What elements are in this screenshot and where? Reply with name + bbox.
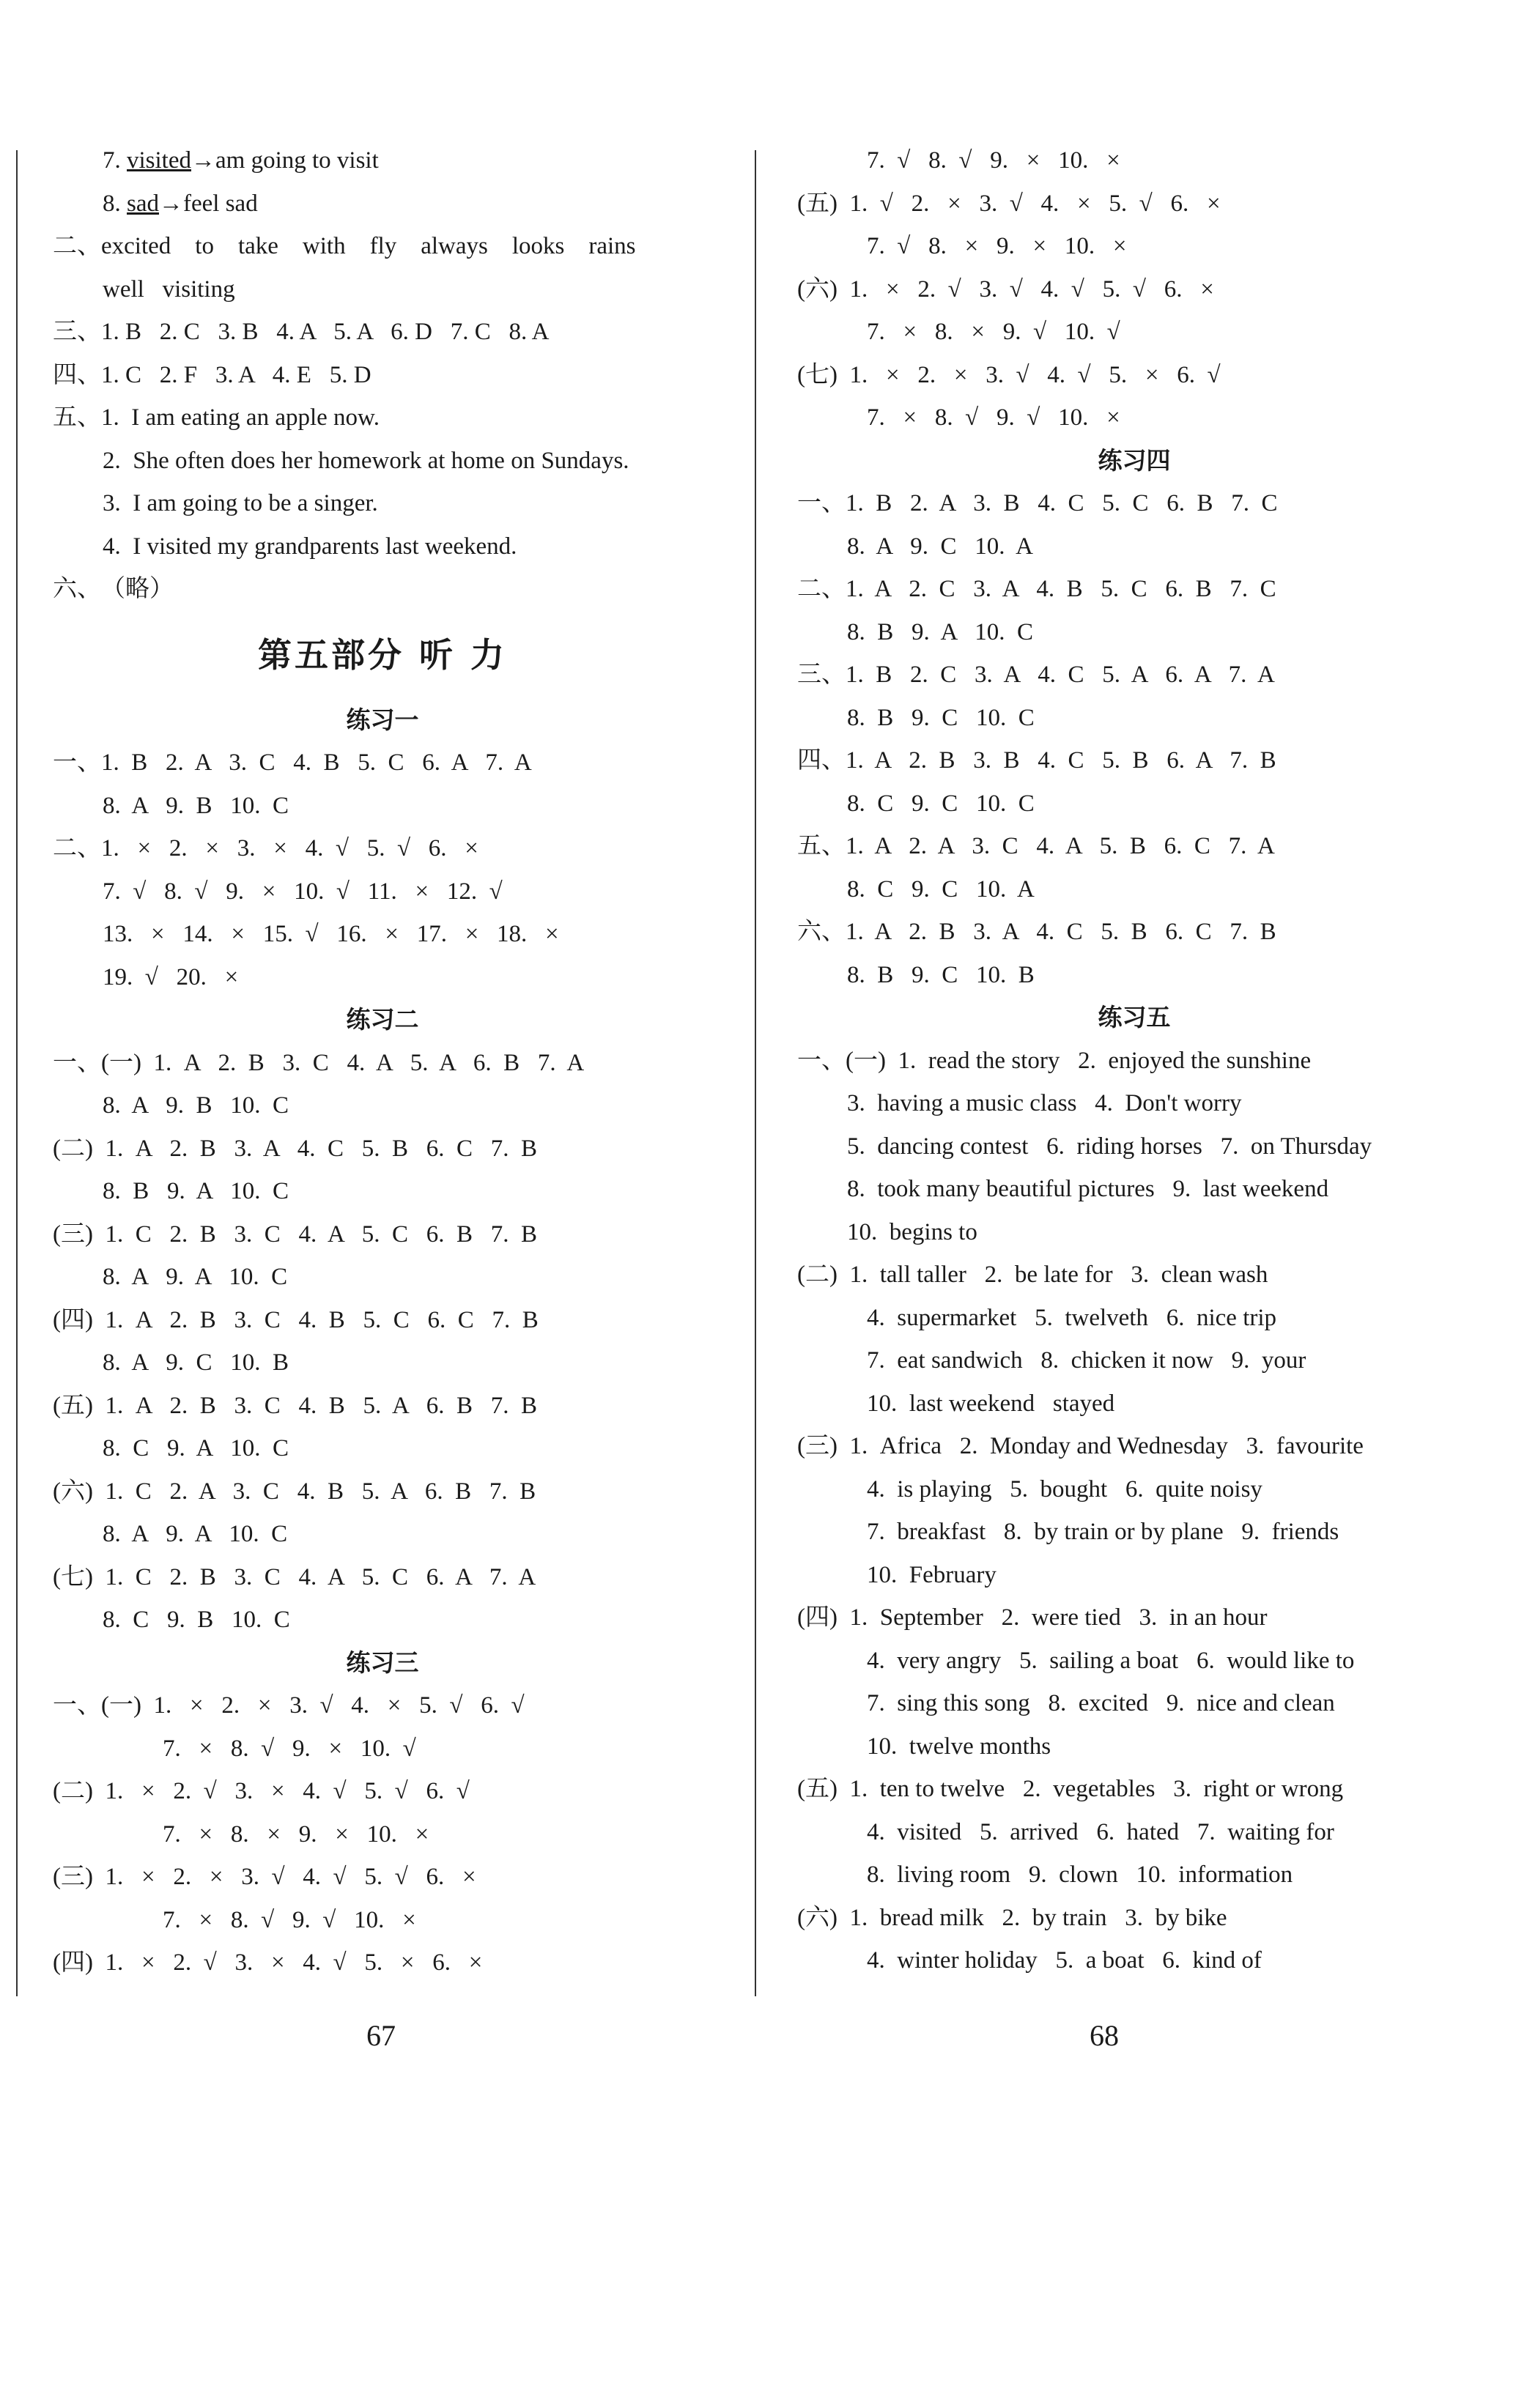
answer-text: 10. begins to bbox=[847, 1218, 977, 1245]
answer-line bbox=[797, 825, 1471, 868]
answer-text: 3. I am going to be a singer. bbox=[103, 490, 378, 516]
answer-line bbox=[53, 268, 712, 311]
exercise-title-4: 练习四 bbox=[1098, 445, 1171, 475]
answer-text: 7. breakfast 8. by train or by plane 9. friends bbox=[867, 1519, 1339, 1545]
answer-text: 8. A 9. B 10. C bbox=[103, 1092, 289, 1119]
answer-line bbox=[797, 653, 1471, 697]
exercise-1-answers bbox=[53, 741, 712, 999]
answer-text: 4. supermarket 5. twelveth 6. nice trip bbox=[867, 1304, 1277, 1331]
answer-line bbox=[797, 1811, 1471, 1854]
answer-text: 7. √ 8. √ 9. × 10. √ 11. × 12. √ bbox=[103, 878, 503, 905]
question-label: 三、 bbox=[797, 662, 846, 688]
answer-line bbox=[797, 396, 1471, 440]
answer-line bbox=[797, 268, 1471, 311]
answer-text: 8. C 9. B 10. C bbox=[103, 1607, 290, 1633]
answer-text: 8. bbox=[103, 190, 127, 217]
answer-text: (五) 1. A 2. B 3. C 4. B 5. A 6. B 7. B bbox=[53, 1392, 537, 1419]
answer-line bbox=[797, 225, 1471, 268]
answer-text: 8. A 9. C 10. A bbox=[847, 533, 1033, 560]
answer-text: 7. × 8. √ 9. √ 10. × bbox=[163, 1906, 416, 1933]
answer-line bbox=[797, 1897, 1471, 1940]
answer-text: 7. √ 8. √ 9. × 10. × bbox=[867, 147, 1120, 174]
answer-text: 8. living room 9. clown 10. information bbox=[867, 1861, 1293, 1888]
answer-text: visited bbox=[127, 147, 191, 174]
answer-line bbox=[797, 1511, 1471, 1554]
answer-line bbox=[797, 354, 1471, 397]
answer-line bbox=[797, 1725, 1471, 1768]
answer-text: 10. twelve months bbox=[867, 1733, 1051, 1760]
left-top-answers bbox=[53, 139, 712, 611]
answer-line bbox=[797, 525, 1471, 568]
answer-line bbox=[797, 1640, 1471, 1683]
answer-line bbox=[53, 1385, 712, 1428]
question-label: 二、 bbox=[53, 233, 101, 259]
answer-text: 8. C 9. A 10. C bbox=[103, 1435, 289, 1462]
question-label: 一、 bbox=[53, 749, 101, 776]
question-label: 五、 bbox=[797, 833, 846, 859]
answer-text: 8. A 9. C 10. B bbox=[103, 1349, 289, 1376]
answer-line bbox=[797, 1339, 1471, 1382]
answer-text: (四) 1. September 2. were tied 3. in an hour bbox=[797, 1604, 1268, 1631]
question-label: 一、 bbox=[53, 1049, 101, 1076]
right-top-answers bbox=[797, 139, 1471, 440]
answer-line bbox=[53, 1556, 712, 1599]
answer-text: 4. I visited my grandparents last weekend. bbox=[103, 533, 517, 560]
question-label: 三、 bbox=[53, 319, 101, 345]
answer-line bbox=[53, 785, 712, 828]
answer-line bbox=[797, 1853, 1471, 1897]
answer-line bbox=[797, 1682, 1471, 1725]
right-column bbox=[797, 139, 1471, 1982]
answer-line bbox=[797, 1168, 1471, 1211]
answer-line bbox=[53, 225, 712, 268]
answer-text: 8. B 9. A 10. C bbox=[847, 618, 1033, 645]
answer-text: 1. B 2. A 3. B 4. C 5. C 6. B 7. C bbox=[846, 490, 1278, 516]
answer-line bbox=[53, 440, 712, 483]
answer-text: 8. took many beautiful pictures 9. last weekend bbox=[847, 1176, 1329, 1202]
answer-line bbox=[53, 1941, 712, 1985]
answer-text: (四) 1. × 2. √ 3. × 4. √ 5. × 6. × bbox=[53, 1949, 483, 1976]
answer-text: 1. A 2. C 3. A 4. B 5. C 6. B 7. C bbox=[846, 576, 1276, 602]
answer-line bbox=[53, 1042, 712, 1085]
answer-line bbox=[797, 911, 1471, 954]
answer-text: 7. × 8. √ 9. × 10. √ bbox=[163, 1735, 416, 1762]
answer-text: 8. C 9. C 10. A bbox=[847, 875, 1035, 903]
answer-line bbox=[797, 1125, 1471, 1168]
answer-text: 7. × 8. √ 9. √ 10. × bbox=[867, 404, 1120, 431]
answer-text: 1. × 2. × 3. × 4. √ 5. √ 6. × bbox=[101, 835, 478, 862]
answer-text: (五) 1. ten to twelve 2. vegetables 3. right or wrong bbox=[797, 1776, 1344, 1802]
answer-text: 7. × 8. × 9. √ 10. √ bbox=[867, 319, 1120, 345]
question-label: 一、 bbox=[797, 490, 846, 516]
answer-text: (一) 1. × 2. × 3. √ 4. × 5. √ 6. √ bbox=[101, 1692, 525, 1719]
question-label: 二、 bbox=[53, 835, 101, 862]
answer-line bbox=[53, 1470, 712, 1514]
answer-text: 19. √ 20. × bbox=[103, 963, 239, 990]
answer-text: 8. B 9. A 10. C bbox=[103, 1178, 289, 1204]
answer-text: (二) 1. A 2. B 3. A 4. C 5. B 6. C 7. B bbox=[53, 1135, 537, 1162]
answer-line bbox=[797, 182, 1471, 226]
answer-text: 3. having a music class 4. Don't worry bbox=[847, 1090, 1242, 1116]
answer-text: (六) 1. × 2. √ 3. √ 4. √ 5. √ 6. × bbox=[797, 275, 1214, 303]
answer-text: sad bbox=[127, 190, 159, 217]
answer-text: 8. B 9. C 10. C bbox=[847, 704, 1035, 731]
answer-text: 1. B 2. C 3. A 4. C 5. A 6. A 7. A bbox=[846, 662, 1275, 688]
answer-text: 7. √ 8. × 9. × 10. × bbox=[867, 233, 1127, 259]
answer-text: →am going to visit bbox=[191, 147, 379, 174]
answer-text: 7. sing this song 8. excited 9. nice and clean bbox=[867, 1690, 1335, 1716]
answer-text: 8. A 9. A 10. C bbox=[103, 1264, 288, 1290]
answer-text: 1. B 2. C 3. B 4. A 5. A 6. D 7. C 8. A bbox=[101, 319, 550, 345]
answer-text: 13. × 14. × 15. √ 16. × 17. × 18. × bbox=[103, 921, 559, 947]
answer-line bbox=[53, 182, 712, 226]
answer-text: 4. winter holiday 5. a boat 6. kind of bbox=[867, 1947, 1262, 1974]
question-label: 四、 bbox=[53, 361, 101, 388]
answer-text: 7. × 8. × 9. × 10. × bbox=[163, 1820, 429, 1848]
exercise-title-5: 练习五 bbox=[1098, 1003, 1171, 1031]
answer-line bbox=[797, 482, 1471, 525]
answer-line bbox=[797, 1382, 1471, 1426]
answer-line bbox=[53, 1127, 712, 1171]
answer-line bbox=[53, 741, 712, 785]
answer-text: 4. visited 5. arrived 6. hated 7. waiting for bbox=[867, 1818, 1334, 1845]
answer-text: (一) 1. read the story 2. enjoyed the sunshine bbox=[846, 1047, 1312, 1074]
answer-line bbox=[797, 1939, 1471, 1982]
answer-line bbox=[797, 1596, 1471, 1640]
exercise-3-answers bbox=[53, 1684, 712, 1985]
answer-line bbox=[797, 1297, 1471, 1340]
answer-line bbox=[797, 954, 1471, 997]
answer-text: 4. very angry 5. sailing a boat 6. would like to bbox=[867, 1647, 1355, 1674]
question-label: 一、 bbox=[797, 1047, 846, 1074]
answer-line bbox=[53, 1213, 712, 1256]
answer-line bbox=[53, 870, 712, 914]
section-title: 第五部分 听 力 bbox=[257, 634, 508, 675]
answer-line bbox=[797, 568, 1471, 611]
page-number-left: 67 bbox=[366, 2019, 396, 2052]
answer-line bbox=[53, 913, 712, 956]
answer-text: 7. eat sandwich 8. chicken it now 9. your bbox=[867, 1347, 1306, 1374]
answer-text: (五) 1. √ 2. × 3. √ 4. × 5. √ 6. × bbox=[797, 190, 1221, 217]
answer-text: 8. B 9. C 10. B bbox=[847, 961, 1035, 988]
answer-line bbox=[53, 482, 712, 525]
answer-line bbox=[53, 1813, 712, 1856]
question-label: 六、 bbox=[53, 576, 101, 602]
answer-line bbox=[53, 396, 712, 440]
question-label: 二、 bbox=[797, 576, 846, 602]
answer-line bbox=[53, 1084, 712, 1127]
answer-line bbox=[797, 1040, 1471, 1083]
answer-text: (六) 1. C 2. A 3. C 4. B 5. A 6. B 7. B bbox=[53, 1478, 536, 1505]
answer-text: 1. A 2. A 3. C 4. A 5. B 6. C 7. A bbox=[846, 833, 1275, 859]
page-number-right: 68 bbox=[1090, 2019, 1119, 2052]
answer-text: 1. C 2. F 3. A 4. E 5. D bbox=[101, 361, 371, 388]
question-label: 六、 bbox=[797, 919, 846, 945]
answer-line bbox=[53, 525, 712, 568]
answer-line bbox=[53, 1427, 712, 1470]
answer-line bbox=[797, 1253, 1471, 1297]
answer-text: (六) 1. bread milk 2. by train 3. by bike bbox=[797, 1904, 1227, 1931]
answer-line bbox=[53, 827, 712, 870]
answer-text: 1. I am eating an apple now. bbox=[101, 404, 380, 431]
answer-line bbox=[53, 1299, 712, 1342]
answer-text: （略） bbox=[101, 576, 174, 602]
answer-line bbox=[797, 1082, 1471, 1125]
answer-line bbox=[53, 1170, 712, 1213]
exercise-5-answers bbox=[797, 1040, 1471, 1982]
exercise-title-2: 练习二 bbox=[346, 1005, 419, 1034]
answer-text: 1. A 2. B 3. A 4. C 5. B 6. C 7. B bbox=[846, 919, 1276, 945]
answer-text: 4. is playing 5. bought 6. quite noisy bbox=[867, 1475, 1262, 1503]
answer-text: (三) 1. × 2. × 3. √ 4. √ 5. √ 6. × bbox=[53, 1864, 476, 1890]
answer-line bbox=[53, 1727, 712, 1771]
answer-text: (三) 1. C 2. B 3. C 4. A 5. C 6. B 7. B bbox=[53, 1220, 537, 1248]
answer-text: 10. last weekend stayed bbox=[867, 1390, 1115, 1417]
answer-text: 7. bbox=[103, 147, 127, 174]
answer-line bbox=[797, 697, 1471, 740]
answer-text: (一) 1. A 2. B 3. C 4. A 5. A 6. B 7. A bbox=[101, 1049, 585, 1076]
answer-line bbox=[53, 1684, 712, 1727]
answer-line bbox=[53, 956, 712, 999]
answer-line bbox=[53, 139, 712, 182]
answer-text: 1. B 2. A 3. C 4. B 5. C 6. A 7. A bbox=[101, 749, 532, 776]
answer-line bbox=[797, 868, 1471, 911]
answer-text: →feel sad bbox=[159, 190, 258, 217]
answer-text: (四) 1. A 2. B 3. C 4. B 5. C 6. C 7. B bbox=[53, 1306, 539, 1333]
exercise-title-3: 练习三 bbox=[346, 1648, 419, 1677]
answer-line bbox=[797, 782, 1471, 826]
answer-text: (二) 1. × 2. √ 3. × 4. √ 5. √ 6. √ bbox=[53, 1778, 470, 1804]
answer-text: 8. C 9. C 10. C bbox=[847, 790, 1035, 817]
answer-text: excited to take with fly always looks rains bbox=[101, 233, 636, 259]
answer-line bbox=[53, 1770, 712, 1813]
answer-line bbox=[797, 1554, 1471, 1597]
answer-text: 8. A 9. A 10. C bbox=[103, 1521, 288, 1547]
answer-line bbox=[797, 1425, 1471, 1468]
answer-line bbox=[53, 1513, 712, 1556]
answer-text: 1. A 2. B 3. B 4. C 5. B 6. A 7. B bbox=[846, 747, 1276, 774]
answer-line bbox=[797, 611, 1471, 654]
answer-text: (二) 1. tall taller 2. be late for 3. clean wash bbox=[797, 1262, 1268, 1288]
answer-line bbox=[53, 1341, 712, 1385]
answer-line bbox=[797, 139, 1471, 182]
answer-line bbox=[53, 568, 712, 611]
answer-line bbox=[53, 311, 712, 354]
exercise-2-answers bbox=[53, 1042, 712, 1642]
answer-text: 8. A 9. B 10. C bbox=[103, 792, 289, 819]
answer-text: (三) 1. Africa 2. Monday and Wednesday 3. favourite bbox=[797, 1433, 1364, 1459]
center-divider-rule bbox=[755, 150, 756, 1996]
answer-text: well visiting bbox=[103, 275, 235, 303]
answer-line bbox=[53, 1598, 712, 1642]
answer-text: 5. dancing contest 6. riding horses 7. on Thursday bbox=[847, 1133, 1372, 1160]
answer-line bbox=[797, 739, 1471, 782]
exercise-4-answers bbox=[797, 482, 1471, 996]
answer-text: 2. She often does her homework at home on Sundays. bbox=[103, 447, 629, 474]
answer-line bbox=[797, 1468, 1471, 1511]
answer-line bbox=[53, 354, 712, 397]
answer-text: 10. February bbox=[867, 1561, 997, 1588]
left-margin-rule bbox=[16, 150, 18, 1996]
answer-line bbox=[53, 1256, 712, 1299]
question-label: 四、 bbox=[797, 747, 846, 774]
answer-line bbox=[797, 1211, 1471, 1254]
answer-line bbox=[53, 1899, 712, 1942]
question-label: 五、 bbox=[53, 404, 101, 431]
answer-line bbox=[797, 1768, 1471, 1811]
left-column bbox=[53, 139, 712, 1985]
answer-line bbox=[797, 311, 1471, 354]
question-label: 一、 bbox=[53, 1692, 101, 1719]
exercise-title-1: 练习一 bbox=[346, 705, 419, 734]
answer-text: (七) 1. × 2. × 3. √ 4. √ 5. × 6. √ bbox=[797, 361, 1221, 388]
answer-text: (七) 1. C 2. B 3. C 4. A 5. C 6. A 7. A bbox=[53, 1563, 536, 1590]
answer-line bbox=[53, 1856, 712, 1899]
